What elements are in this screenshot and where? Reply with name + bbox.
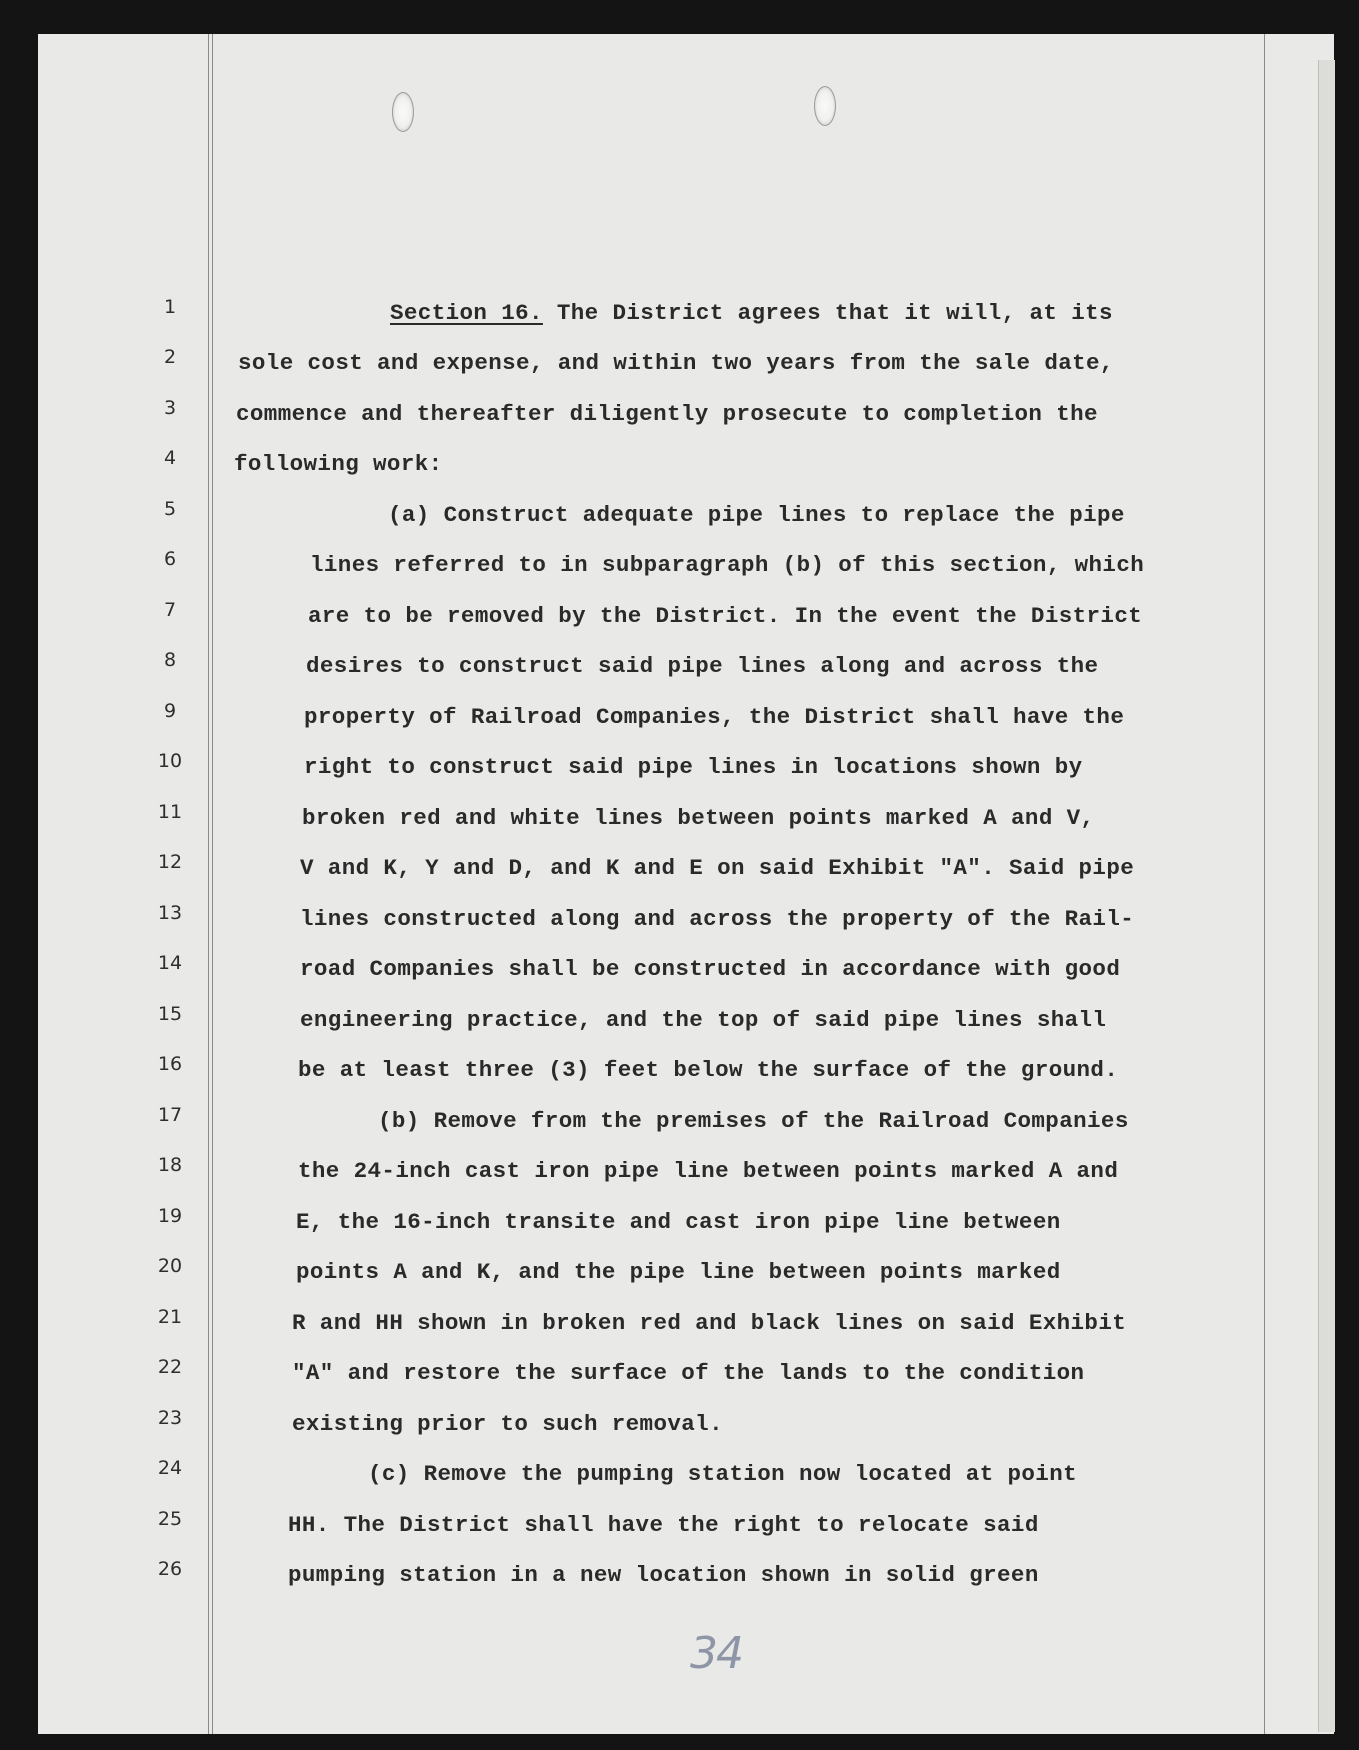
line-number: 9 bbox=[163, 700, 177, 722]
text-line: sole cost and expense, and within two years from the sale date, bbox=[238, 350, 1114, 376]
punch-hole-left bbox=[392, 92, 414, 132]
line-number: 5 bbox=[163, 498, 177, 520]
line-number: 14 bbox=[157, 952, 183, 974]
text-line: E, the 16-inch transite and cast iron pipe line between bbox=[296, 1209, 1061, 1235]
text-line: (c) Remove the pumping station now located at point bbox=[368, 1461, 1078, 1487]
line-number: 26 bbox=[157, 1558, 183, 1580]
line-number: 19 bbox=[157, 1205, 183, 1227]
text-line bbox=[390, 300, 1113, 326]
text-line: the 24-inch cast iron pipe line between points marked A and bbox=[298, 1158, 1119, 1184]
text-line: lines referred to in subparagraph (b) of this section, which bbox=[310, 552, 1145, 578]
text-line: V and K, Y and D, and K and E on said Exhibit "A". Said pipe bbox=[300, 855, 1135, 881]
line-number: 11 bbox=[157, 801, 183, 823]
left-margin-rule-inner bbox=[212, 34, 213, 1734]
line-number: 20 bbox=[157, 1255, 183, 1277]
punch-hole-right bbox=[814, 86, 836, 126]
line-number: 24 bbox=[157, 1457, 183, 1479]
line-number: 2 bbox=[163, 346, 177, 368]
line-number: 4 bbox=[163, 447, 177, 469]
line-number: 15 bbox=[157, 1003, 183, 1025]
text-line: desires to construct said pipe lines along and across the bbox=[306, 653, 1099, 679]
line-number: 10 bbox=[157, 750, 183, 772]
line-number: 21 bbox=[157, 1306, 183, 1328]
text-line: property of Railroad Companies, the District shall have the bbox=[304, 704, 1125, 730]
text-line: commence and thereafter diligently prosecute to completion the bbox=[236, 401, 1098, 427]
line-number: 16 bbox=[157, 1053, 183, 1075]
line-number: 1 bbox=[163, 296, 177, 318]
line-number: 17 bbox=[157, 1104, 183, 1126]
line-number: 23 bbox=[157, 1407, 183, 1429]
text-line: are to be removed by the District. In the event the District bbox=[308, 603, 1143, 629]
section-heading: Section 16. bbox=[390, 300, 543, 326]
line-number: 22 bbox=[157, 1356, 183, 1378]
text-line-content: The District agrees that it will, at its bbox=[542, 300, 1113, 326]
text-line: engineering practice, and the top of said pipe lines shall bbox=[300, 1007, 1107, 1033]
line-number: 3 bbox=[163, 397, 177, 419]
handwritten-page-number: 34 bbox=[690, 1628, 742, 1679]
line-number: 8 bbox=[163, 649, 177, 671]
line-number: 13 bbox=[157, 902, 183, 924]
text-line: "A" and restore the surface of the lands to the condition bbox=[292, 1360, 1085, 1386]
text-line: points A and K, and the pipe line between points marked bbox=[296, 1259, 1061, 1285]
text-line: right to construct said pipe lines in locations shown by bbox=[304, 754, 1083, 780]
text-line: broken red and white lines between points marked A and V, bbox=[302, 805, 1095, 831]
line-number: 6 bbox=[163, 548, 177, 570]
line-number: 25 bbox=[157, 1508, 183, 1530]
right-margin-rule bbox=[1264, 34, 1265, 1734]
line-number: 7 bbox=[163, 599, 177, 621]
text-line: existing prior to such removal. bbox=[292, 1411, 723, 1437]
text-line: pumping station in a new location shown in solid green bbox=[288, 1562, 1039, 1588]
left-margin-rule bbox=[208, 34, 209, 1734]
text-line: following work: bbox=[234, 451, 443, 477]
line-number: 12 bbox=[157, 851, 183, 873]
text-line: (a) Construct adequate pipe lines to replace the pipe bbox=[388, 502, 1125, 528]
text-line: R and HH shown in broken red and black lines on said Exhibit bbox=[292, 1310, 1127, 1336]
text-line: (b) Remove from the premises of the Railroad Companies bbox=[378, 1108, 1129, 1134]
line-number: 18 bbox=[157, 1154, 183, 1176]
text-line: road Companies shall be constructed in accordance with good bbox=[300, 956, 1121, 982]
page-edge bbox=[1318, 60, 1335, 1732]
text-line: HH. The District shall have the right to relocate said bbox=[288, 1512, 1039, 1538]
text-line: be at least three (3) feet below the surface of the ground. bbox=[298, 1057, 1119, 1083]
text-line: lines constructed along and across the property of the Rail- bbox=[300, 906, 1135, 932]
